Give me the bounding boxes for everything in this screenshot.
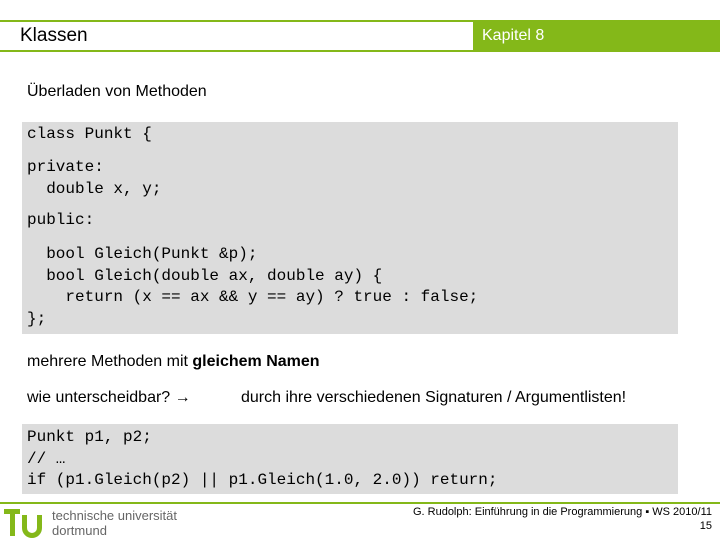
code-line: if (p1.Gleich(p2) || p1.Gleich(1.0, 2.0)) return; (27, 471, 498, 489)
explanation-bold: gleichem Namen (192, 353, 320, 370)
code-line: bool Gleich(double ax, double ay) { (27, 267, 383, 285)
code-line: // … (27, 450, 66, 468)
page-number: 15 (699, 520, 712, 532)
code-line: private: (27, 158, 104, 176)
footer-divider (0, 502, 720, 504)
footer-credit-text: G. Rudolph: Einführung in die Programmierung ▪ WS 2010/11 (412, 506, 712, 518)
logo-line-2: dortmund (52, 523, 107, 538)
footer-credit (413, 505, 712, 533)
chapter-label: Kapitel 8 (482, 27, 545, 44)
slide-section-title: Klassen (20, 25, 88, 46)
code-line: bool Gleich(Punkt &p); (27, 245, 258, 263)
answer-text: durch ihre verschiedenen Signaturen / Argumentlisten! (241, 389, 627, 406)
code-line: return (x == ax && y == ay) ? true : false; (27, 288, 479, 306)
slide-subtitle: Überladen von Methoden (27, 83, 207, 100)
code-block-class-definition (22, 122, 678, 334)
explanation-prefix: mehrere Methoden mit (27, 353, 193, 370)
explanation-same-name (27, 352, 320, 372)
code-block-usage (22, 424, 678, 494)
code-line: }; (27, 310, 47, 328)
code-line: public: (27, 211, 95, 229)
tu-logo-mark (4, 509, 42, 538)
question-text: wie unterscheidbar? → (27, 389, 191, 406)
logo-line-1: technische universität (52, 508, 178, 523)
code-line: double x, y; (27, 180, 162, 198)
tu-dortmund-logo (2, 505, 202, 539)
code-line: class Punkt { (27, 125, 152, 143)
code-line: Punkt p1, p2; (27, 428, 152, 446)
